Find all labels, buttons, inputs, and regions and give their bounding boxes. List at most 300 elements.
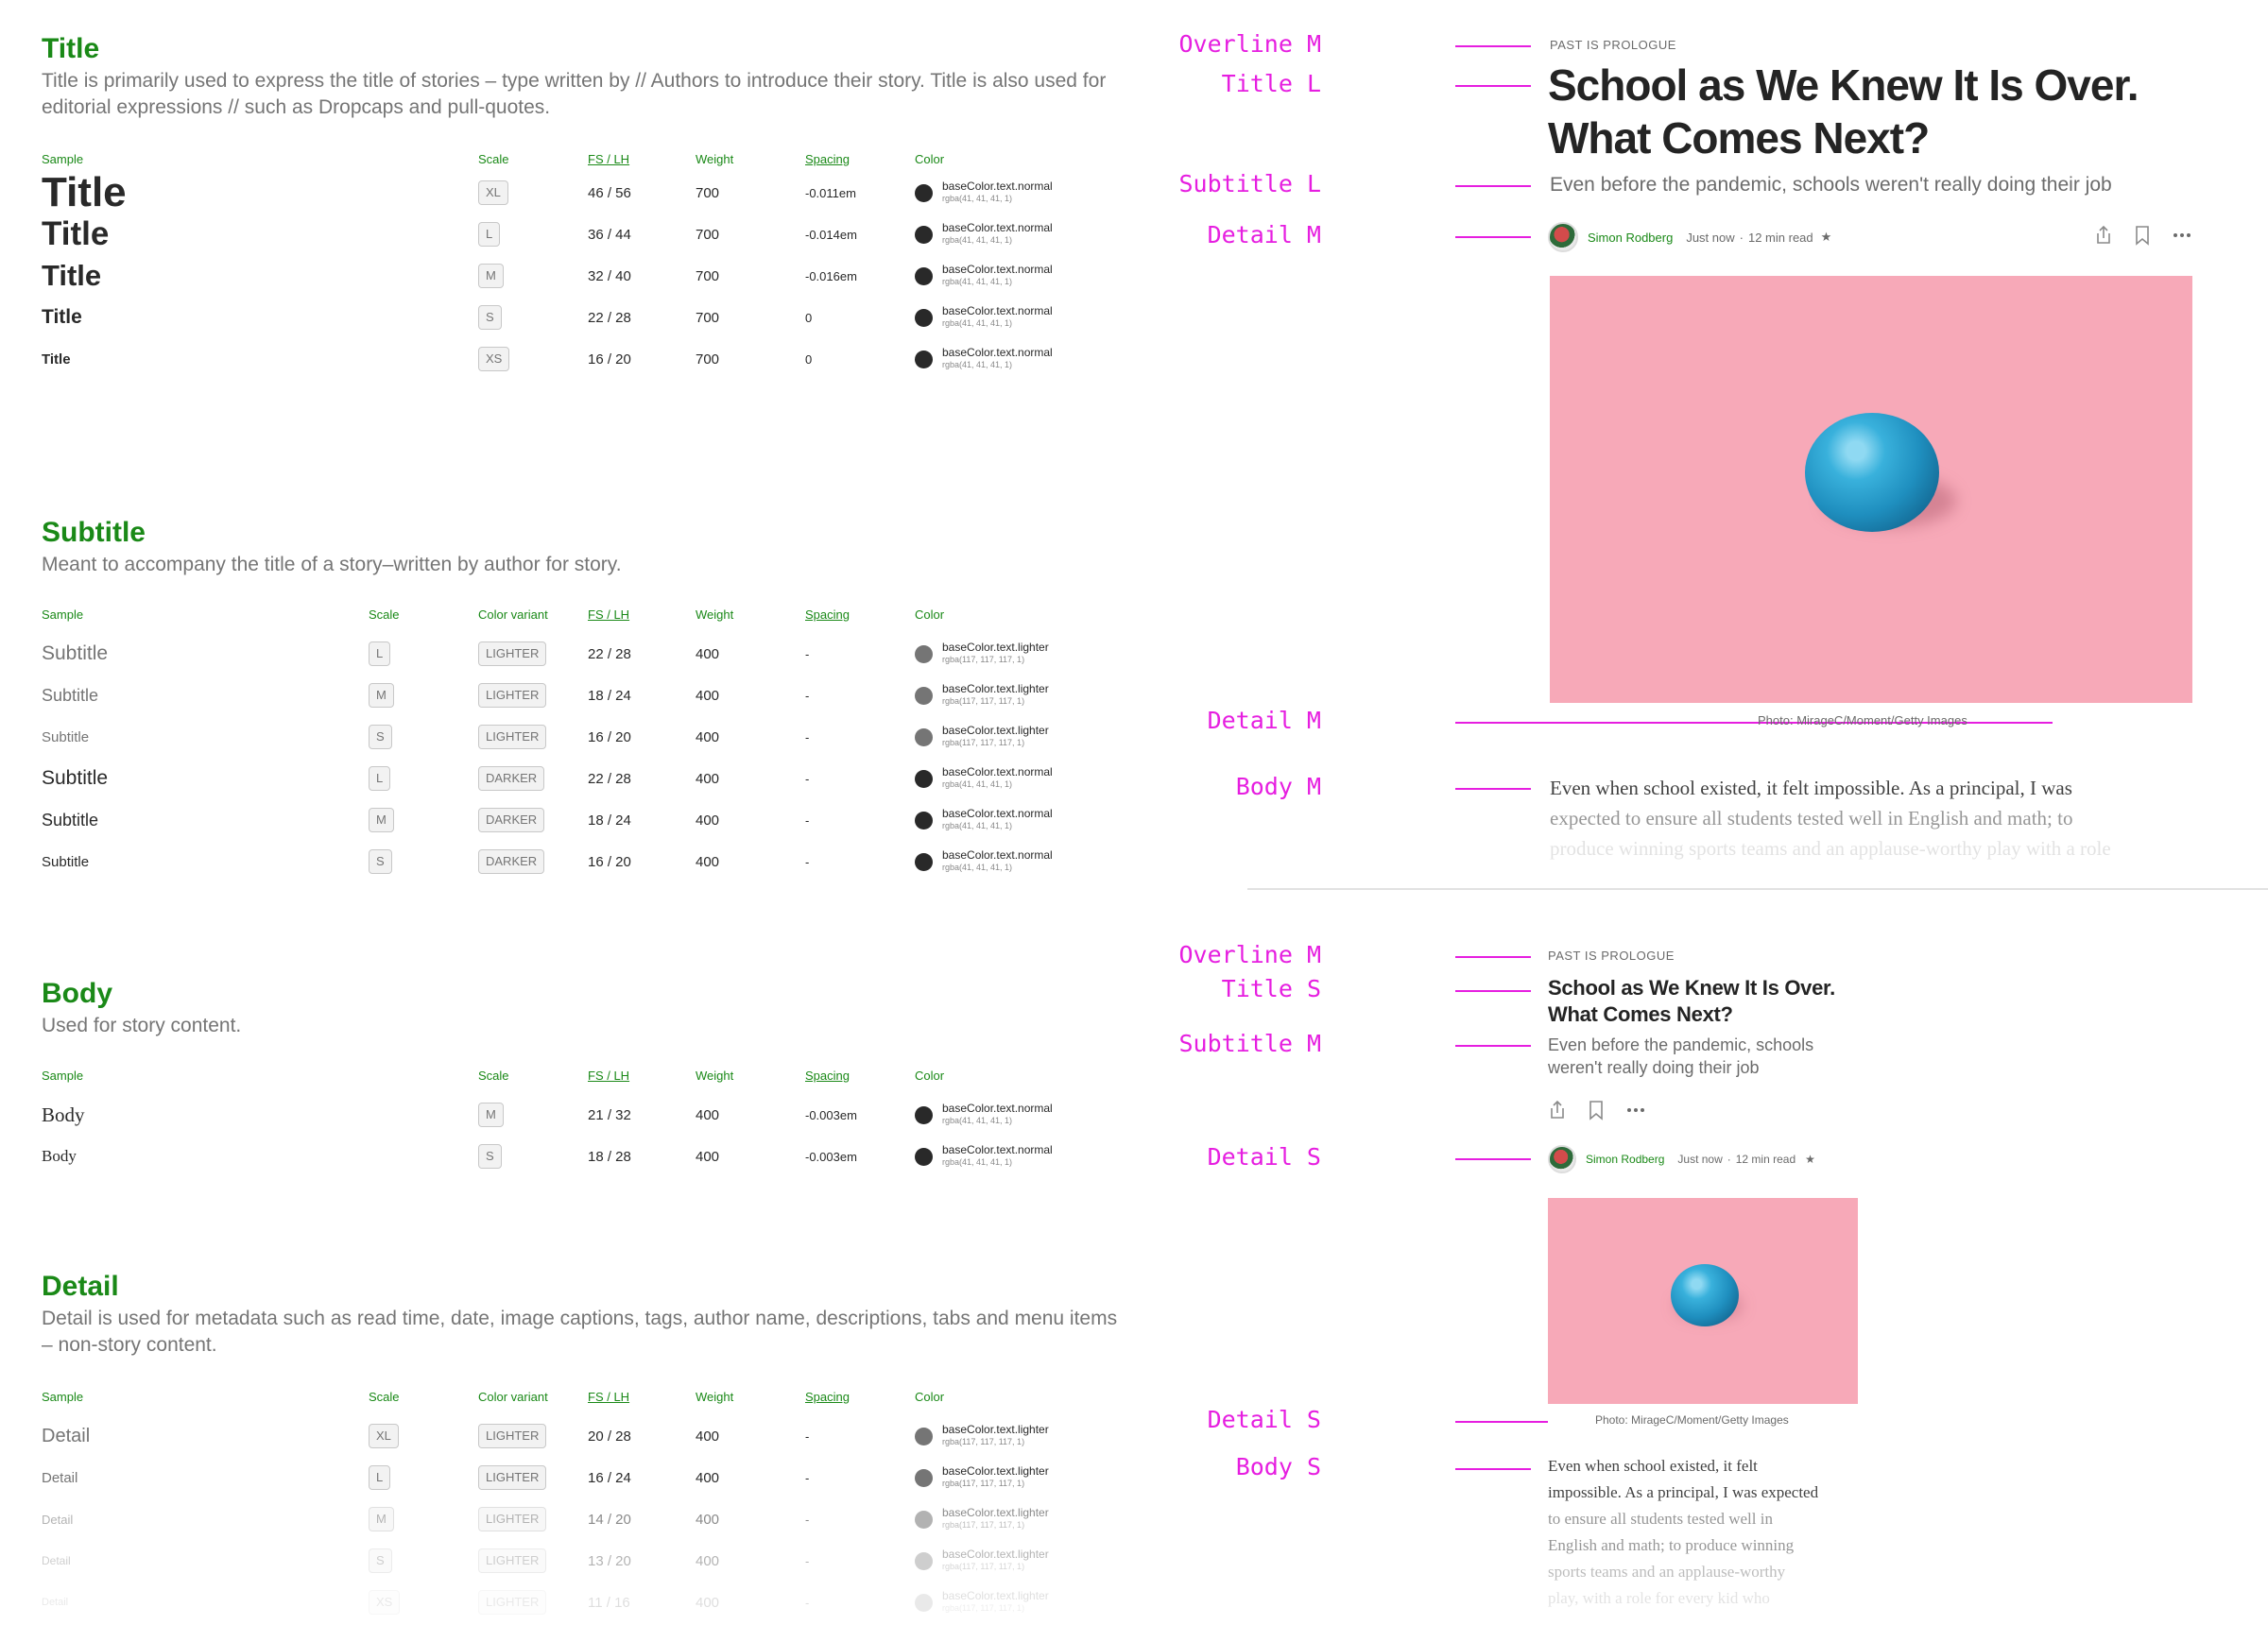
header-fs-lh: FS / LH: [588, 607, 630, 622]
fs-lh-value: 46 / 56: [588, 184, 631, 201]
color-rgba: rgba(41, 41, 41, 1): [942, 277, 1013, 286]
photo-caption: Photo: MirageC/Moment/Getty Images: [1595, 1413, 1789, 1427]
variant-badge: LIGHTER: [478, 1548, 546, 1573]
scale-cell: [369, 1415, 399, 1457]
article-title-line: What Comes Next?: [1548, 1002, 1733, 1026]
color-rgba: rgba(41, 41, 41, 1): [942, 1116, 1013, 1125]
variant-cell: [478, 1457, 546, 1498]
section-heading: Body: [42, 978, 112, 1009]
spacing-value: -: [805, 812, 810, 828]
variant-cell: [478, 1498, 546, 1540]
color-text: [942, 641, 1049, 666]
scale-cell: [369, 633, 390, 675]
color-rgba: rgba(41, 41, 41, 1): [942, 194, 1013, 203]
color-swatch: [915, 770, 933, 788]
variant-cell: [478, 633, 546, 675]
body-line: sports teams and an applause-worthy: [1548, 1563, 1786, 1581]
weight-value: 400: [696, 1552, 720, 1569]
scale-cell: [478, 1094, 504, 1136]
color-text: [942, 222, 1053, 247]
color-token: baseColor.text.normal: [942, 848, 1053, 862]
variant-cell: [478, 758, 544, 799]
variant-cell: [478, 1540, 546, 1582]
color-swatch: [915, 351, 933, 368]
section-description: Meant to accompany the title of a story–written by author for story.: [42, 554, 622, 575]
spacing-value: -: [805, 1595, 810, 1610]
variant-badge: DARKER: [478, 849, 544, 874]
color-swatch: [915, 728, 933, 746]
scale-badge: L: [369, 1465, 390, 1490]
annotation-label: Subtitle M: [1178, 1030, 1321, 1057]
color-swatch: [915, 1148, 933, 1166]
header-color: Color: [915, 1068, 945, 1083]
read-time: 12 min read: [1747, 230, 1813, 245]
annotation-line: [1455, 1421, 1548, 1423]
title-section: [42, 32, 1213, 369]
body-line: to ensure all students tested well in: [1548, 1510, 1773, 1528]
section-heading: Subtitle: [42, 517, 146, 548]
spacing-value: -: [805, 854, 810, 869]
spacing-value: -: [805, 1470, 810, 1485]
color-text: [942, 1424, 1049, 1448]
annotation-line: [1455, 185, 1531, 187]
header-scale: Scale: [478, 1068, 509, 1083]
color-cell: [915, 758, 1053, 799]
spacing-value: -: [805, 688, 810, 703]
variant-badge: LIGHTER: [478, 1424, 546, 1448]
fs-lh-value: 16 / 20: [588, 728, 631, 745]
table-row: [42, 338, 1213, 380]
header-color: Color: [915, 1389, 945, 1404]
fs-lh-value: 16 / 24: [588, 1469, 631, 1486]
sample-text: Body: [42, 1103, 85, 1126]
header-color: Color: [915, 151, 945, 166]
header-sample: Sample: [42, 151, 84, 166]
header-scale: Scale: [478, 151, 509, 166]
color-swatch: [915, 184, 933, 202]
table-header: [42, 149, 1213, 168]
color-rgba: rgba(117, 117, 117, 1): [942, 1520, 1025, 1530]
color-cell: [915, 1540, 1049, 1582]
spacing-value: -: [805, 1428, 810, 1444]
sample-text: Detail: [42, 1469, 78, 1486]
color-cell: [915, 1094, 1053, 1136]
more-icon[interactable]: [1625, 1100, 1646, 1120]
header-color-variant: Color variant: [478, 607, 548, 622]
overline: PAST IS PROLOGUE: [1548, 949, 1675, 963]
color-rgba: rgba(117, 117, 117, 1): [942, 1562, 1025, 1571]
sample-text: Subtitle: [42, 728, 90, 745]
scale-cell: [478, 172, 508, 214]
weight-value: 400: [696, 1428, 720, 1445]
sample-text: Subtitle: [42, 853, 90, 870]
color-token: baseColor.text.normal: [942, 180, 1053, 193]
body-section: [42, 977, 1213, 1167]
avatar[interactable]: [1548, 1145, 1576, 1173]
scale-badge: XS: [369, 1590, 400, 1615]
header-fs-lh: FS / LH: [588, 1068, 630, 1083]
scale-badge: M: [369, 1507, 394, 1531]
color-text: [942, 849, 1053, 874]
section-heading: Detail: [42, 1271, 119, 1302]
article-title-line: School as We Knew It Is Over.: [1548, 60, 2139, 110]
author-name[interactable]: Simon Rodberg: [1588, 230, 1674, 245]
table-row: [42, 841, 1213, 882]
color-token: baseColor.text.normal: [942, 1143, 1053, 1156]
table-row: [42, 255, 1213, 297]
table-row: [42, 1094, 1213, 1136]
color-rgba: rgba(117, 117, 117, 1): [942, 655, 1025, 664]
weight-value: 700: [696, 267, 720, 284]
color-cell: [915, 255, 1053, 297]
header-fs-lh: FS / LH: [588, 151, 630, 166]
color-cell: [915, 1457, 1049, 1498]
annotation-label: Overline M: [1178, 30, 1321, 58]
spacing-value: -: [805, 771, 810, 786]
annotation-line: [1455, 45, 1531, 47]
color-text: [942, 1590, 1049, 1615]
annotation-label: Title L: [1221, 70, 1321, 97]
scale-cell: [478, 1136, 502, 1177]
header-sample: Sample: [42, 1389, 84, 1404]
annotation-label: Body S: [1235, 1453, 1321, 1480]
sample-text: Title: [42, 215, 110, 252]
header-fs-lh: FS / LH: [588, 1389, 630, 1404]
variant-cell: [478, 799, 544, 841]
color-swatch: [915, 1552, 933, 1570]
read-time: 12 min read: [1735, 1153, 1796, 1166]
article-body: [1550, 773, 2192, 860]
scale-cell: [478, 297, 502, 338]
table-row: [42, 214, 1213, 255]
fs-lh-value: 32 / 40: [588, 267, 631, 284]
fs-lh-value: 14 / 20: [588, 1511, 631, 1528]
annotation-line: [1455, 1468, 1531, 1470]
article-title: [1548, 59, 2139, 164]
article-photo: [1550, 276, 2192, 703]
color-rgba: rgba(41, 41, 41, 1): [942, 863, 1013, 872]
color-swatch: [915, 1511, 933, 1529]
spacing-value: -0.016em: [805, 268, 857, 283]
scale-badge: L: [478, 222, 500, 247]
article-meta: [1548, 221, 1831, 253]
color-swatch: [915, 1469, 933, 1487]
sample-text: Subtitle: [42, 810, 99, 830]
body-line: Even when school existed, it felt: [1548, 1457, 1758, 1475]
color-token: baseColor.text.normal: [942, 346, 1053, 359]
spacing-value: 0: [805, 310, 813, 325]
color-text: [942, 1103, 1053, 1127]
weight-value: 400: [696, 728, 720, 745]
annotation-label: Detail S: [1207, 1406, 1321, 1433]
weight-value: 400: [696, 1148, 720, 1165]
scale-badge: L: [369, 766, 390, 791]
color-rgba: rgba(41, 41, 41, 1): [942, 360, 1013, 369]
share-icon[interactable]: [2094, 225, 2113, 246]
variant-badge: DARKER: [478, 766, 544, 791]
article-title-line: What Comes Next?: [1548, 113, 1930, 162]
header-weight: Weight: [696, 151, 734, 166]
fs-lh-value: 18 / 24: [588, 687, 631, 704]
weight-value: 700: [696, 309, 720, 326]
color-swatch: [915, 687, 933, 705]
variant-cell: [478, 841, 544, 882]
publish-time: Just now: [1686, 230, 1735, 245]
scale-badge: XS: [478, 347, 509, 371]
color-cell: [915, 1582, 1049, 1623]
fs-lh-value: 20 / 28: [588, 1428, 631, 1445]
table-header: [42, 605, 1213, 624]
color-text: [942, 725, 1049, 749]
header-scale: Scale: [369, 1389, 400, 1404]
color-cell: [915, 633, 1049, 675]
scale-cell: [369, 841, 392, 882]
table-row: [42, 297, 1213, 338]
author-name[interactable]: Simon Rodberg: [1586, 1153, 1665, 1166]
color-cell: [915, 338, 1053, 380]
weight-value: 400: [696, 770, 720, 787]
color-text: [942, 1465, 1049, 1490]
variant-badge: LIGHTER: [478, 641, 546, 666]
table-row: [42, 1498, 1213, 1540]
scale-cell: [369, 1582, 400, 1623]
color-swatch: [915, 1106, 933, 1124]
bookmark-icon[interactable]: [1588, 1100, 1605, 1120]
annotation-line: [1455, 1158, 1531, 1160]
color-cell: [915, 1498, 1049, 1540]
scale-badge: S: [369, 1548, 392, 1573]
annotation-line: [1455, 236, 1531, 238]
header-spacing: Spacing: [805, 151, 850, 166]
article-subtitle: [1548, 1034, 1813, 1079]
color-token: baseColor.text.lighter: [942, 1506, 1049, 1519]
sample-text: Subtitle: [42, 767, 109, 789]
table-row: [42, 716, 1213, 758]
fs-lh-value: 11 / 16: [588, 1594, 630, 1611]
scale-cell: [369, 758, 390, 799]
body-line: English and math; to produce winning: [1548, 1536, 1795, 1554]
table-row: [42, 758, 1213, 799]
color-text: [942, 1548, 1049, 1573]
sample-text: Detail: [42, 1512, 74, 1527]
color-rgba: rgba(117, 117, 117, 1): [942, 1479, 1025, 1488]
header-color-variant: Color variant: [478, 1389, 548, 1404]
scale-cell: [369, 1498, 394, 1540]
table-row: [42, 675, 1213, 716]
article-subtitle: Even before the pandemic, schools weren't really doing their job: [1550, 174, 2112, 196]
color-swatch: [915, 645, 933, 663]
variant-cell: [478, 1582, 546, 1623]
more-icon[interactable]: [2172, 225, 2192, 246]
scale-badge: M: [478, 1103, 504, 1127]
share-icon[interactable]: [1548, 1100, 1567, 1120]
color-text: [942, 1144, 1053, 1169]
table-header: [42, 1387, 1213, 1406]
sample-text: Title: [42, 259, 102, 292]
article-actions: [1548, 1100, 1646, 1120]
annotation-line: [1455, 788, 1531, 790]
section-heading: Title: [42, 33, 100, 64]
header-spacing: Spacing: [805, 607, 850, 622]
sample-text: Detail: [42, 1597, 69, 1608]
subtitle-line: Even before the pandemic, schools: [1548, 1035, 1814, 1054]
scale-badge: S: [478, 1144, 502, 1169]
annotation-label: Body M: [1235, 773, 1321, 800]
table-header: [42, 1066, 1213, 1085]
color-swatch: [915, 309, 933, 327]
scale-cell: [478, 255, 504, 297]
scale-cell: [478, 338, 509, 380]
publish-time: Just now: [1677, 1153, 1723, 1166]
variant-cell: [478, 716, 546, 758]
header-weight: Weight: [696, 1068, 734, 1083]
paper-ball: [1671, 1264, 1739, 1326]
scale-badge: S: [478, 305, 502, 330]
variant-cell: [478, 675, 546, 716]
weight-value: 400: [696, 853, 720, 870]
star-icon: ★: [1820, 230, 1832, 244]
spacing-value: -: [805, 1512, 810, 1527]
section-description: Used for story content.: [42, 1015, 242, 1036]
weight-value: 700: [696, 226, 720, 243]
color-cell: [915, 799, 1053, 841]
article-meta: [1548, 1143, 1815, 1175]
sample-text: Detail: [42, 1554, 71, 1567]
paper-ball: [1805, 413, 1939, 532]
spacing-value: -0.011em: [805, 185, 856, 200]
scale-cell: [478, 214, 500, 255]
variant-badge: DARKER: [478, 808, 544, 832]
color-swatch: [915, 1428, 933, 1445]
variant-badge: LIGHTER: [478, 1590, 546, 1615]
table-row: [42, 799, 1213, 841]
subtitle-line: weren't really doing their job: [1548, 1058, 1760, 1077]
body-line: impossible. As a principal, I was expected: [1548, 1483, 1819, 1501]
weight-value: 700: [696, 351, 720, 368]
color-token: baseColor.text.lighter: [942, 1589, 1049, 1602]
color-rgba: rgba(41, 41, 41, 1): [942, 779, 1013, 789]
sample-text: Detail: [42, 1425, 91, 1446]
color-text: [942, 1507, 1049, 1531]
table-row: [42, 169, 1213, 215]
color-rgba: rgba(41, 41, 41, 1): [942, 235, 1013, 245]
table-row: [42, 1457, 1213, 1498]
section-description: Title is primarily used to express the title of stories – type written by // Authors to introduce their story. Title is also used for editorial expressions // such as Dropcaps and pull-quotes.: [42, 70, 1107, 118]
subtitle-section: [42, 516, 1213, 872]
article-photo: [1548, 1198, 1858, 1404]
table-row: [42, 1540, 1213, 1582]
variant-badge: LIGHTER: [478, 1465, 546, 1490]
annotation-label: Overline M: [1178, 941, 1321, 968]
fs-lh-value: 36 / 44: [588, 226, 631, 243]
scale-badge: M: [369, 808, 394, 832]
header-weight: Weight: [696, 1389, 734, 1404]
fs-lh-value: 13 / 20: [588, 1552, 631, 1569]
color-token: baseColor.text.lighter: [942, 1548, 1049, 1561]
color-swatch: [915, 226, 933, 244]
header-spacing: Spacing: [805, 1389, 850, 1404]
fs-lh-value: 22 / 28: [588, 309, 631, 326]
meta-separator: ·: [1739, 230, 1744, 245]
color-text: [942, 808, 1053, 832]
annotation-line: [1455, 1045, 1531, 1047]
bookmark-icon[interactable]: [2134, 225, 2151, 246]
annotation-label: Subtitle L: [1178, 170, 1321, 197]
color-cell: [915, 716, 1049, 758]
body-line: produce winning sports teams and an applause-worthy play with a role: [1550, 837, 2111, 860]
color-text: [942, 305, 1053, 330]
annotation-label: Detail M: [1207, 221, 1321, 248]
weight-value: 400: [696, 1106, 720, 1123]
variant-badge: LIGHTER: [478, 725, 546, 749]
color-token: baseColor.text.normal: [942, 1102, 1053, 1115]
weight-value: 700: [696, 184, 720, 201]
photo-caption: Photo: MirageC/Moment/Getty Images: [1758, 713, 1967, 727]
color-rgba: rgba(117, 117, 117, 1): [942, 738, 1025, 747]
fs-lh-value: 21 / 32: [588, 1106, 631, 1123]
annotation-label: Detail S: [1207, 1143, 1321, 1171]
weight-value: 400: [696, 1469, 720, 1486]
header-weight: Weight: [696, 607, 734, 622]
weight-value: 400: [696, 645, 720, 662]
color-cell: [915, 675, 1049, 716]
star-icon: ★: [1805, 1153, 1815, 1166]
detail-section: [42, 1270, 1213, 1613]
header-sample: Sample: [42, 1068, 84, 1083]
color-cell: [915, 297, 1053, 338]
spacing-value: -: [805, 729, 810, 744]
fs-lh-value: 22 / 28: [588, 645, 631, 662]
scale-badge: M: [478, 264, 504, 288]
color-swatch: [915, 1594, 933, 1612]
scale-cell: [369, 1457, 390, 1498]
article-preview-panel: [1178, 0, 2268, 1625]
color-token: baseColor.text.normal: [942, 807, 1053, 820]
scale-cell: [369, 716, 392, 758]
color-token: baseColor.text.normal: [942, 765, 1053, 778]
color-swatch: [915, 812, 933, 830]
color-token: baseColor.text.normal: [942, 221, 1053, 234]
article-title: [1548, 975, 1835, 1028]
fs-lh-value: 16 / 20: [588, 351, 631, 368]
color-rgba: rgba(41, 41, 41, 1): [942, 1157, 1013, 1167]
color-cell: [915, 841, 1053, 882]
variant-badge: LIGHTER: [478, 1507, 546, 1531]
scale-cell: [369, 675, 394, 716]
color-text: [942, 347, 1053, 371]
scale-badge: S: [369, 849, 392, 874]
sample-text: Body: [42, 1147, 77, 1165]
avatar[interactable]: [1548, 222, 1578, 252]
header-spacing: Spacing: [805, 1068, 850, 1083]
color-text: [942, 766, 1053, 791]
color-token: baseColor.text.lighter: [942, 641, 1049, 654]
color-rgba: rgba(41, 41, 41, 1): [942, 821, 1013, 830]
meta-separator: ·: [1727, 1153, 1731, 1166]
color-token: baseColor.text.lighter: [942, 682, 1049, 695]
color-rgba: rgba(117, 117, 117, 1): [942, 1603, 1025, 1613]
table-row: [42, 1136, 1213, 1177]
weight-value: 400: [696, 1511, 720, 1528]
color-token: baseColor.text.normal: [942, 263, 1053, 276]
scale-badge: S: [369, 725, 392, 749]
color-cell: [915, 214, 1053, 255]
color-rgba: rgba(117, 117, 117, 1): [942, 1437, 1025, 1446]
color-swatch: [915, 853, 933, 871]
variant-cell: [478, 1415, 546, 1457]
color-cell: [915, 1136, 1053, 1177]
color-token: baseColor.text.lighter: [942, 724, 1049, 737]
